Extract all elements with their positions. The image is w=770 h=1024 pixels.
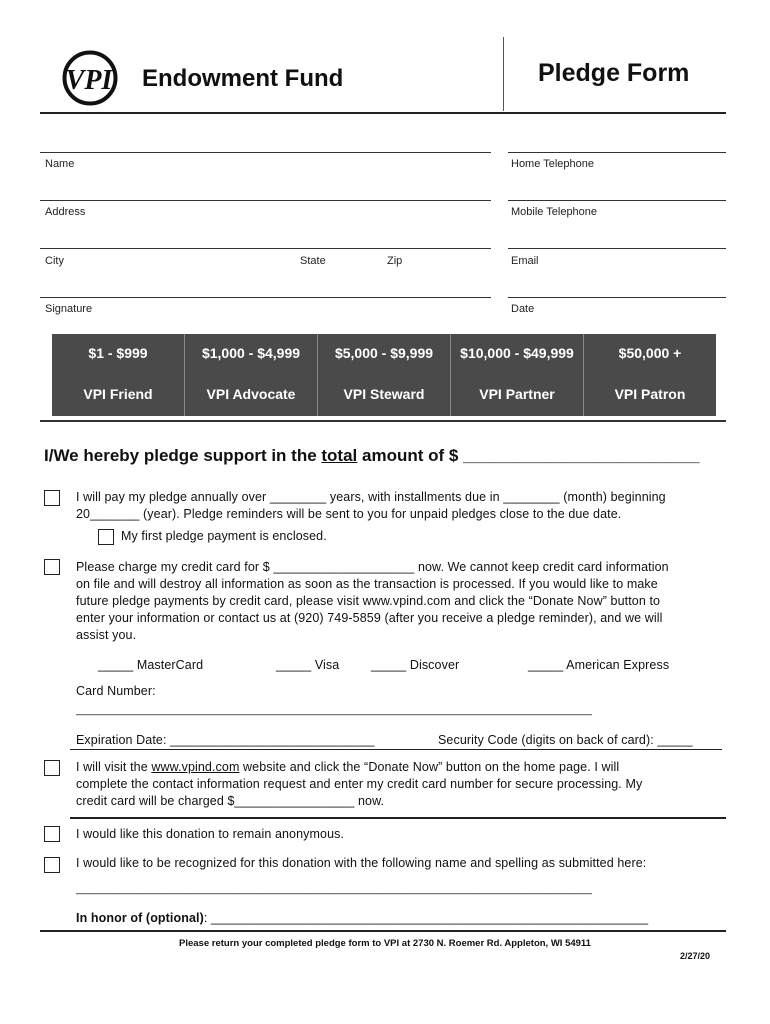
name-field-line[interactable] <box>40 152 491 153</box>
tier-name: VPI Partner <box>479 386 555 402</box>
card-type-visa[interactable]: _____ Visa <box>276 658 340 672</box>
svg-text:VPI: VPI <box>65 65 113 96</box>
email-field-line[interactable] <box>508 248 726 249</box>
signature-label: Signature <box>45 303 93 315</box>
header-rule <box>40 112 726 114</box>
tier-name: VPI Friend <box>83 386 153 402</box>
anonymous-checkbox[interactable] <box>44 826 60 842</box>
credit-line-2: on file and will destroy all information as soon as the transaction is processed. If you would like to make <box>76 577 658 591</box>
security-code-field[interactable]: Security Code (digits on back of card): _____ <box>438 733 693 747</box>
recognized-name-line[interactable]: ___________________________________________________________________________________ <box>76 883 593 895</box>
expiration-date-field[interactable]: Expiration Date: _____________________________ <box>76 733 375 747</box>
honor-label: In honor of (optional) <box>76 911 204 925</box>
credit-line-4: enter your information or contact us at (920) 749-5859 (after you receive a pledge reminder), and we will <box>76 611 663 625</box>
mobile-telephone-field-line[interactable] <box>508 200 726 201</box>
annual-line-2: 20_______ (year). Pledge reminders will be sent to you for unpaid pledges close to the due date. <box>76 507 622 521</box>
tier-amount: $10,000 - $49,999 <box>460 345 574 361</box>
tier-name: VPI Advocate <box>206 386 296 402</box>
city-state-zip-field-line[interactable] <box>40 248 491 249</box>
pledge-statement[interactable] <box>44 446 699 466</box>
pledge-prefix: I/We hereby pledge support in the <box>44 446 322 465</box>
city-label: City <box>45 255 64 267</box>
state-label: State <box>300 255 326 267</box>
anonymous-text: I would like this donation to remain anonymous. <box>76 827 345 841</box>
giving-tiers-table <box>52 334 716 416</box>
website-link[interactable]: www.vpind.com <box>151 760 240 774</box>
web-line-1-suffix: website and click the “Donate Now” button on the home page. I will <box>239 760 620 774</box>
form-title: Pledge Form <box>538 59 690 87</box>
home-telephone-field-line[interactable] <box>508 152 726 153</box>
recognized-checkbox[interactable] <box>44 857 60 873</box>
honor-field[interactable] <box>76 910 648 927</box>
address-label: Address <box>45 206 86 218</box>
tier-amount: $50,000 + <box>618 345 682 361</box>
footer-rule <box>40 930 726 932</box>
website-checkbox[interactable] <box>44 760 60 776</box>
signature-field-line[interactable] <box>40 297 491 298</box>
name-label: Name <box>45 158 75 170</box>
divider <box>70 749 722 750</box>
web-line-1 <box>76 759 642 776</box>
tier-partner <box>450 334 583 416</box>
web-line-2: complete the contact information request and enter my credit card number for secure processing. My <box>76 777 643 791</box>
header-divider <box>503 37 504 111</box>
return-instructions: Please return your completed pledge form to VPI at 2730 N. Roemer Rd. Appleton, WI 54911 <box>179 938 591 949</box>
website-text <box>76 759 642 810</box>
credit-line-1: Please charge my credit card for $ ____________________ now. We cannot keep credit card information <box>76 560 669 574</box>
email-label: Email <box>511 255 539 267</box>
zip-label: Zip <box>387 255 403 267</box>
credit-card-text <box>76 559 669 644</box>
tier-amount: $1 - $999 <box>88 345 148 361</box>
tiers-rule <box>40 420 726 422</box>
divider <box>70 817 726 819</box>
web-line-1-prefix: I will visit the <box>76 760 152 774</box>
pledge-suffix: amount of $ _________________________ <box>357 446 700 465</box>
card-type-mastercard[interactable]: _____ MasterCard <box>98 658 204 672</box>
form-revision-date: 2/27/20 <box>680 951 711 961</box>
date-label: Date <box>511 303 535 315</box>
address-field-line[interactable] <box>40 200 491 201</box>
credit-card-checkbox[interactable] <box>44 559 60 575</box>
credit-line-3: future pledge payments by credit card, please visit www.vpind.com and click the “Donate Now” button to <box>76 594 661 608</box>
card-type-amex[interactable]: _____ American Express <box>528 658 670 672</box>
web-line-3: credit card will be charged $_________________ now. <box>76 794 385 808</box>
date-field-line[interactable] <box>508 297 726 298</box>
tier-patron <box>583 334 716 416</box>
tier-amount: $5,000 - $9,999 <box>334 345 434 361</box>
tier-amount: $1,000 - $4,999 <box>201 345 301 361</box>
annual-pledge-checkbox[interactable] <box>44 490 60 506</box>
card-number-line[interactable]: ___________________________________________________________________________________ <box>76 704 593 716</box>
card-number-label: Card Number: <box>76 684 156 698</box>
recognized-text: I would like to be recognized for this donation with the following name and spelling as submitted here: <box>76 856 647 870</box>
tier-name: VPI Patron <box>614 386 686 402</box>
mobile-telephone-label: Mobile Telephone <box>511 206 598 218</box>
tier-advocate <box>184 334 317 416</box>
tier-steward <box>317 334 450 416</box>
first-payment-checkbox[interactable] <box>98 529 114 545</box>
credit-line-5: assist you. <box>76 628 137 642</box>
fund-title: Endowment Fund <box>142 65 344 92</box>
tier-name: VPI Steward <box>343 386 425 402</box>
tier-friend <box>52 334 184 416</box>
annual-line-1: I will pay my pledge annually over ________ years, with installments due in ________ (month) beginning <box>76 490 666 504</box>
first-payment-text: My first pledge payment is enclosed. <box>121 529 327 543</box>
card-type-discover[interactable]: _____ Discover <box>371 658 460 672</box>
honor-line: : ______________________________________________________________ <box>203 911 649 925</box>
home-telephone-label: Home Telephone <box>511 158 594 170</box>
annual-pledge-text <box>76 489 666 523</box>
pledge-total-word: total <box>321 446 358 465</box>
vpi-logo <box>62 50 118 106</box>
